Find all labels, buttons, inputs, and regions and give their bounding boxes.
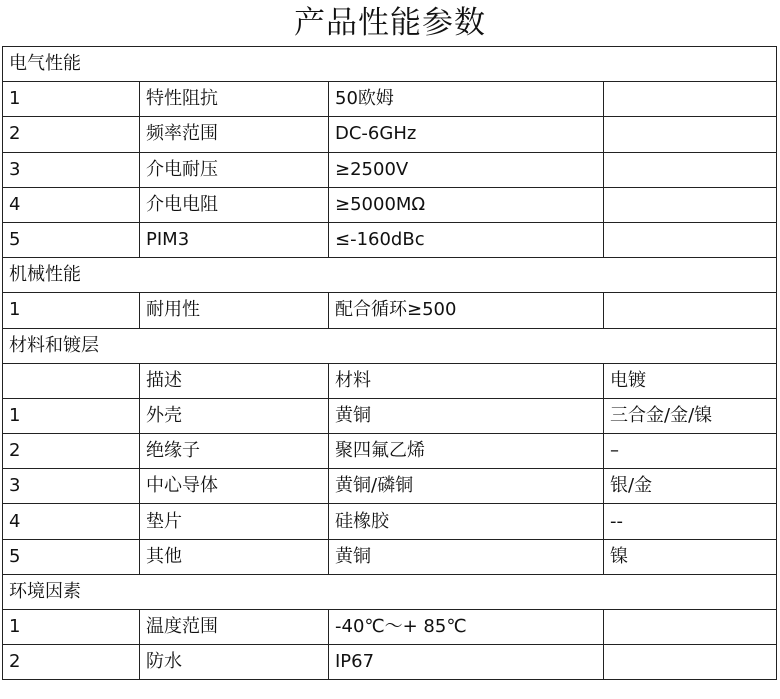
table-row bbox=[3, 434, 777, 469]
parameter-name: 频率范围 bbox=[140, 117, 329, 152]
table-row bbox=[3, 504, 777, 539]
section-header-mechanical bbox=[3, 258, 777, 293]
table-row bbox=[3, 539, 777, 574]
row-index: 5 bbox=[3, 539, 140, 574]
parameter-note bbox=[604, 293, 777, 328]
table-row bbox=[3, 469, 777, 504]
parameter-note bbox=[604, 610, 777, 645]
part-material: 聚四氟乙烯 bbox=[329, 434, 604, 469]
section-heading: 机械性能 bbox=[3, 258, 777, 293]
parameter-note bbox=[604, 82, 777, 117]
parameter-value: ≥5000MΩ bbox=[329, 187, 604, 222]
column-header-description: 描述 bbox=[140, 363, 329, 398]
parameter-value: ≤-160dBc bbox=[329, 222, 604, 257]
column-header-index bbox=[3, 363, 140, 398]
table-row bbox=[3, 398, 777, 433]
parameter-name: 温度范围 bbox=[140, 610, 329, 645]
table-row bbox=[3, 82, 777, 117]
row-index: 3 bbox=[3, 469, 140, 504]
section-header-electrical bbox=[3, 47, 777, 82]
section-heading: 环境因素 bbox=[3, 574, 777, 609]
column-header-plating: 电镀 bbox=[604, 363, 777, 398]
part-plating: – bbox=[604, 434, 777, 469]
part-material: 硅橡胶 bbox=[329, 504, 604, 539]
row-index: 4 bbox=[3, 504, 140, 539]
parameter-value: DC-6GHz bbox=[329, 117, 604, 152]
row-index: 2 bbox=[3, 645, 140, 680]
materials-column-header bbox=[3, 363, 777, 398]
part-plating: 镍 bbox=[604, 539, 777, 574]
row-index: 1 bbox=[3, 82, 140, 117]
row-index: 3 bbox=[3, 152, 140, 187]
column-header-material: 材料 bbox=[329, 363, 604, 398]
row-index: 2 bbox=[3, 434, 140, 469]
parameter-note bbox=[604, 117, 777, 152]
parameter-name: PIM3 bbox=[140, 222, 329, 257]
row-index: 1 bbox=[3, 293, 140, 328]
parameter-note bbox=[604, 222, 777, 257]
parameter-name: 防水 bbox=[140, 645, 329, 680]
parameter-note bbox=[604, 152, 777, 187]
parameter-value: 配合循环≥500 bbox=[329, 293, 604, 328]
row-index: 2 bbox=[3, 117, 140, 152]
parameter-name: 耐用性 bbox=[140, 293, 329, 328]
parameter-note bbox=[604, 645, 777, 680]
table-row bbox=[3, 117, 777, 152]
parameter-value: ≥2500V bbox=[329, 152, 604, 187]
part-material: 黄铜 bbox=[329, 398, 604, 433]
table-row bbox=[3, 293, 777, 328]
section-header-materials bbox=[3, 328, 777, 363]
parameter-value: 50欧姆 bbox=[329, 82, 604, 117]
row-index: 1 bbox=[3, 398, 140, 433]
part-plating: -- bbox=[604, 504, 777, 539]
parameter-note bbox=[604, 187, 777, 222]
section-heading: 电气性能 bbox=[3, 47, 777, 82]
row-index: 5 bbox=[3, 222, 140, 257]
parameter-value: IP67 bbox=[329, 645, 604, 680]
section-header-environment bbox=[3, 574, 777, 609]
part-material: 黄铜 bbox=[329, 539, 604, 574]
page-title: 产品性能参数 bbox=[294, 5, 486, 41]
parameter-value: -40℃～+ 85℃ bbox=[329, 610, 604, 645]
table-row bbox=[3, 187, 777, 222]
row-index: 4 bbox=[3, 187, 140, 222]
part-plating: 银/金 bbox=[604, 469, 777, 504]
part-description: 外壳 bbox=[140, 398, 329, 433]
table-row bbox=[3, 645, 777, 680]
part-description: 绝缘子 bbox=[140, 434, 329, 469]
part-description: 其他 bbox=[140, 539, 329, 574]
row-index: 1 bbox=[3, 610, 140, 645]
table-row bbox=[3, 222, 777, 257]
table-row bbox=[3, 610, 777, 645]
table-row bbox=[3, 152, 777, 187]
section-heading: 材料和镀层 bbox=[3, 328, 777, 363]
spec-table bbox=[2, 46, 777, 680]
parameter-name: 特性阻抗 bbox=[140, 82, 329, 117]
part-description: 垫片 bbox=[140, 504, 329, 539]
part-plating: 三合金/金/镍 bbox=[604, 398, 777, 433]
parameter-name: 介电耐压 bbox=[140, 152, 329, 187]
part-description: 中心导体 bbox=[140, 469, 329, 504]
part-material: 黄铜/磷铜 bbox=[329, 469, 604, 504]
parameter-name: 介电电阻 bbox=[140, 187, 329, 222]
